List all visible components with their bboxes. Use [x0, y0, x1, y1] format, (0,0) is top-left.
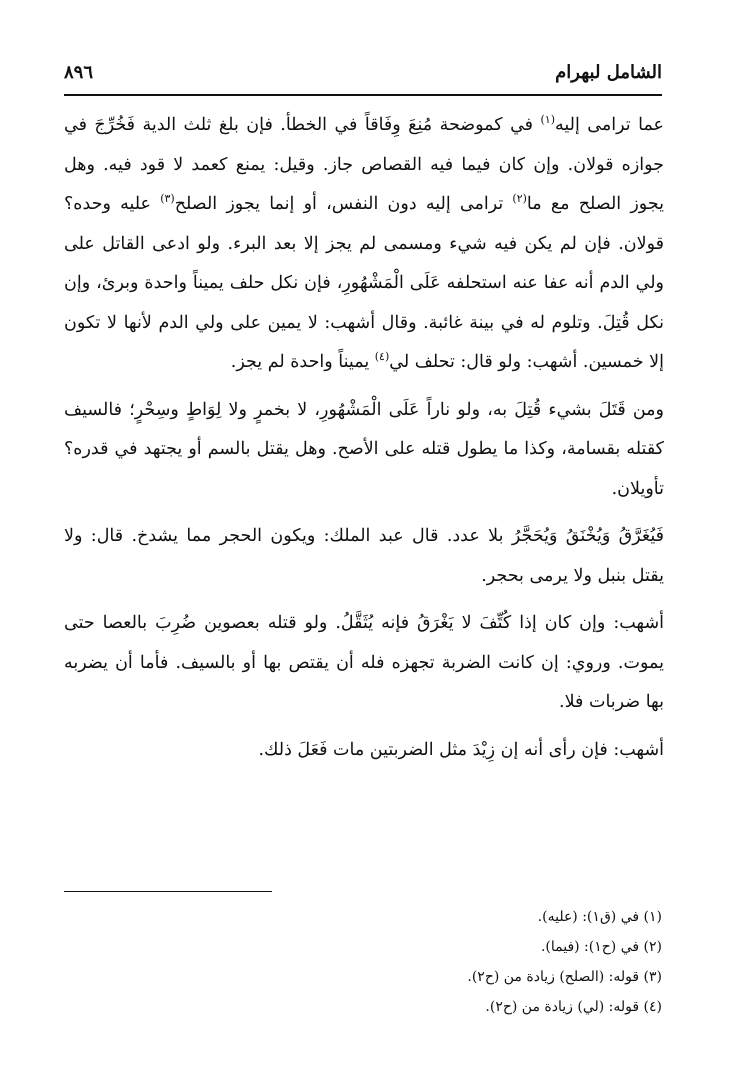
- footnote-ref[interactable]: (١): [540, 113, 555, 127]
- text-run: فَيُغَرَّقُ وَيُخْنَقُ وَيُحَجَّرُ بلا عدد. قال عبد الملك: ويكون الحجر مما يشدخ. قال: ولا يقتل بنبل ولا يرمى بحجر.: [64, 526, 664, 586]
- footnote-ref[interactable]: (٤): [374, 350, 390, 364]
- running-title: الشامل لبهرام: [555, 61, 662, 83]
- main-text: [64, 106, 664, 770]
- page-number: ٨٩٦: [64, 61, 94, 83]
- paragraph: [64, 391, 664, 510]
- header-divider: [64, 94, 662, 96]
- text-run: عما ترامى إليه: [555, 115, 664, 135]
- footnote: (١) في (ق١): (عليه).: [537, 909, 662, 925]
- text-run: في كموضحة مُنِعَ وِفَاقاً في الخطأ. فإن بلغ ثلث الدية فَخُرِّجَ في جوازه قولان. وإن كان فيما فيه القصاص جاز. وقيل: يمنع كعمد لا قود فيه. وهل يجوز الصلح مع ما: [64, 115, 664, 214]
- footnote-divider: [64, 891, 272, 892]
- footnote: (٣) قوله: (الصلح) زيادة من (ح٢).: [467, 969, 662, 985]
- text-run: ومن قَتَلَ بشيء قُتِلَ به، ولو ناراً عَلَى الْمَشْهُورِ، لا بخمرٍ ولا لِوَاطٍ وسِحْرٍ؛ فالسيف كقتله بقسامة، وكذا ما يطول قتله على الأصح. وهل يقتل بالسم أو يجتهد في قدره؟ تأويلان.: [64, 399, 664, 499]
- footnote: (٢) في (ح١): (فيما).: [540, 939, 662, 955]
- text-run: ترامى إليه دون النفس، أو إنما يجوز الصلح: [174, 194, 513, 214]
- paragraph: [64, 731, 664, 771]
- paragraph: [64, 604, 664, 723]
- paragraph: [64, 106, 664, 383]
- text-run: يميناً واحدة لم يجز.: [230, 352, 375, 372]
- page-header: [64, 56, 662, 88]
- footnotes: [64, 902, 662, 1022]
- text-run: أشهب: فإن رأى أنه إن زِيْدَ مثل الضربتين مات فَعَلَ ذلك.: [258, 739, 664, 760]
- footnote-ref[interactable]: (٣): [160, 192, 175, 206]
- footnote: (٤) قوله: (لي) زيادة من (ح٢).: [485, 999, 662, 1015]
- footnote-ref[interactable]: (٢): [512, 192, 527, 206]
- text-run: عليه وحده؟ قولان. فإن لم يكن فيه شيء ومسمى لم يجز إلا بعد البرء. ولو ادعى القاتل على ولي الدم أنه عفا عنه استحلفه عَلَى الْمَشْهُورِ، فإن نكل حلف يميناً واحدة وبرئ، وإن نكل قُتِلَ. وتلوم له في بينة غائبة. وقال أشهب: لا يمين على ولي الدم لأنها لا تكون إلا خمسين. أشهب: ولو قال: تحلف لي: [64, 194, 664, 372]
- text-run: أشهب: وإن كان إذا كُتِّفَ لا يَغْرَقُ فإنه يُثَقَّلُ. ولو قتله بعصوين ضُرِبَ بالعصا حتى يموت. وروي: إن كانت الضربة تجهزه فله أن يقتص بها أو بالسيف. فأما أن يضربه بها ضربات فلا.: [64, 613, 664, 712]
- paragraph: [64, 517, 664, 596]
